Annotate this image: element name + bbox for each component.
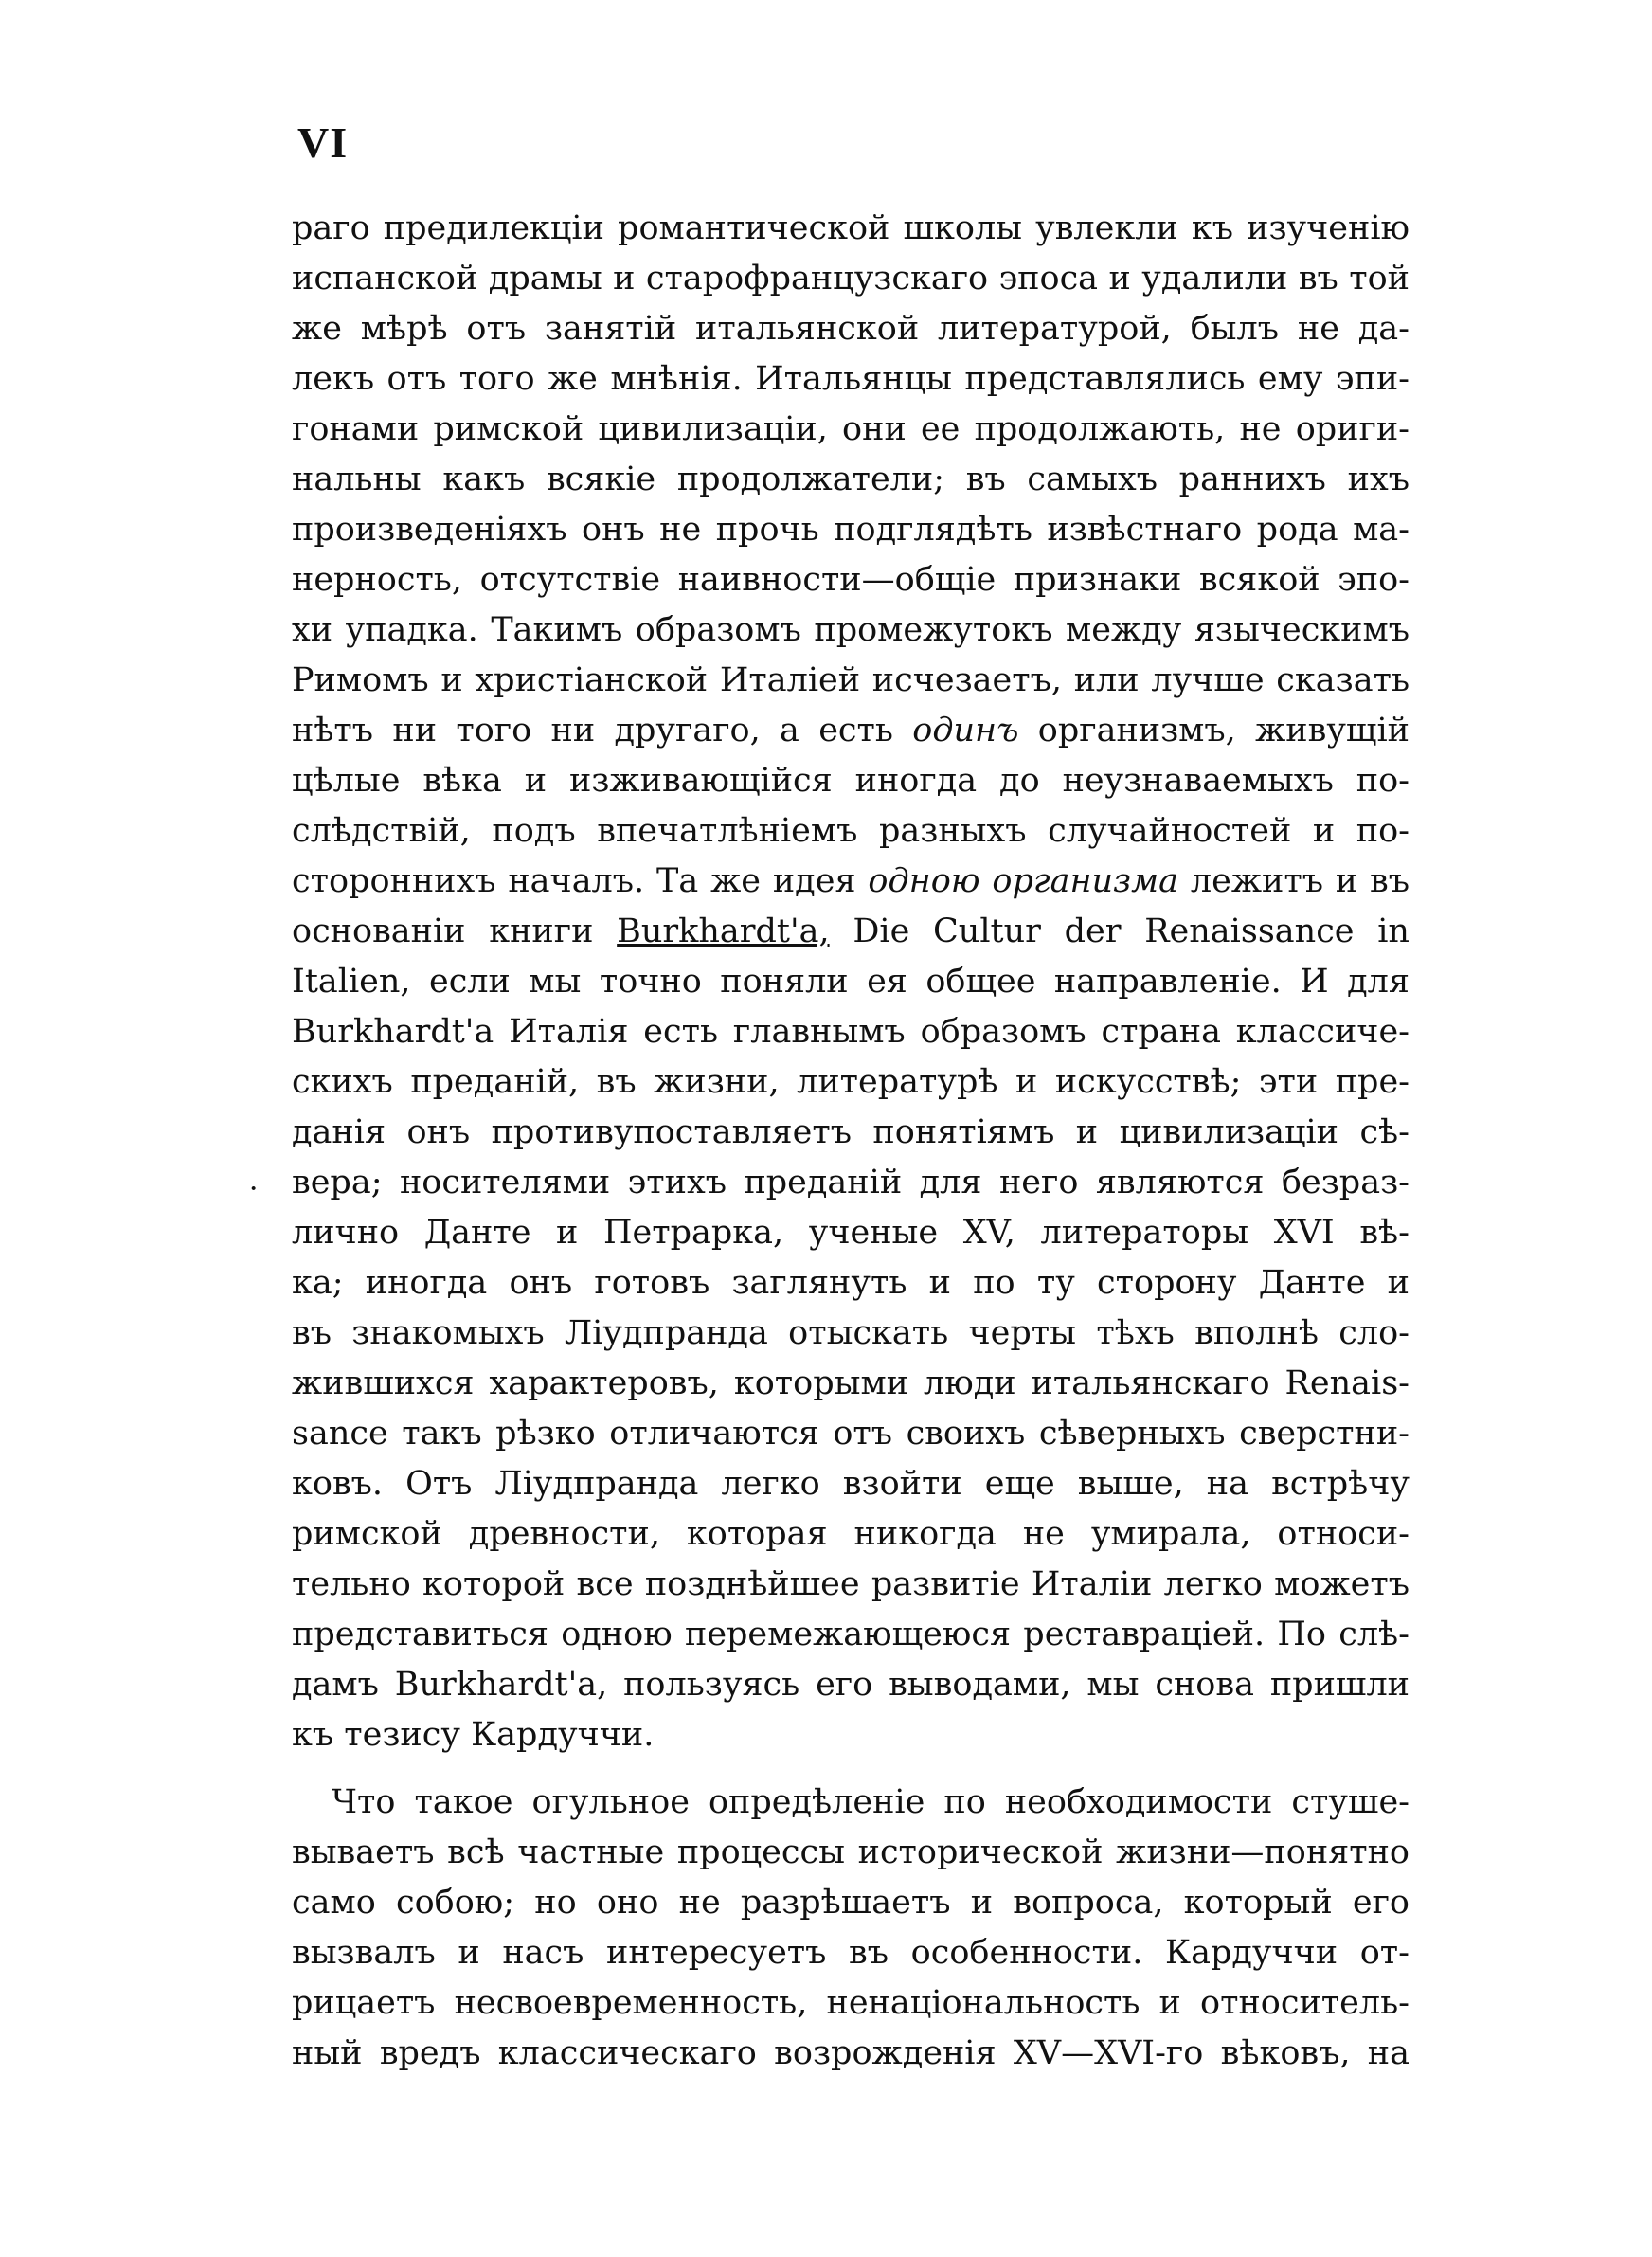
text-line: цѣлые вѣка и изживающійся иногда до неузнаваемыхъ по-: [292, 762, 1410, 800]
body-text: [292, 204, 1410, 2079]
text-line: Burkhardt'a Италія есть главнымъ образомъ страна классиче-: [292, 1013, 1410, 1051]
text-line: нерность, отсутствіе наивности—общіе признаки всякой эпо-: [292, 561, 1410, 599]
paragraph-2: [292, 1778, 1410, 2079]
text-line: ковъ. Отъ Ліудпранда легко взойти еще выше, на встрѣчу: [292, 1465, 1410, 1503]
page-number: VI: [297, 118, 349, 167]
text-line: Что такое огульное опредѣленіе по необходимости стуше-: [332, 1783, 1410, 1821]
text-line: ка; иногда онъ готовъ заглянуть и по ту сторону Данте и: [292, 1264, 1410, 1302]
text-segment: лежитъ и въ: [1178, 862, 1410, 900]
text-line: рицаетъ несвоевременность, ненаціональность и относитель-: [292, 1984, 1410, 2022]
text-line: вера; носителями этихъ преданій для него являются безраз-: [292, 1164, 1410, 1201]
text-segment: основаніи книги: [292, 912, 618, 950]
text-line: скихъ преданій, въ жизни, литературѣ и искусствѣ; эти пре-: [292, 1063, 1410, 1101]
text-line: [292, 706, 1410, 756]
text-line: Italien, если мы точно поняли ея общее направленіе. И для: [292, 963, 1410, 1001]
text-segment: Die Cultur der Renaissance in: [829, 912, 1410, 950]
margin-mark: ·: [248, 1171, 260, 1206]
text-line: же мѣрѣ отъ занятій итальянской литературой, былъ не да-: [292, 310, 1410, 348]
underlined-name: Burkhardt'a,: [617, 912, 830, 950]
text-segment: организмъ, живущій: [1018, 712, 1410, 749]
text-line: тельно которой все позднѣйшее развитіе Италіи легко можетъ: [292, 1565, 1410, 1603]
text-line: данія онъ противупоставляетъ понятіямъ и цивилизаціи сѣ-: [292, 1113, 1410, 1151]
text-line: само собою; но оно не разрѣшаетъ и вопроса, который его: [292, 1884, 1410, 1922]
italic-emphasis: одинъ: [912, 712, 1019, 749]
text-line: гонами римской цивилизаціи, они ее продолжають, не ориги-: [292, 410, 1410, 448]
text-line: вызвалъ и насъ интересуетъ въ особенности. Кардуччи от-: [292, 1934, 1410, 1972]
text-line: нальны какъ всякіе продолжатели; въ самыхъ раннихъ ихъ: [292, 460, 1410, 498]
text-line: произведеніяхъ онъ не прочь подглядѣть извѣстнаго рода ма-: [292, 511, 1410, 549]
text-segment: стороннихъ началъ. Та же идея: [292, 862, 869, 900]
paragraph-1: [292, 204, 1410, 1760]
text-line: испанской драмы и старофранцузскаго эпоса и удалили въ той: [292, 260, 1410, 298]
text-line: въ знакомыхъ Ліудпранда отыскать черты тѣхъ вполнѣ сло-: [292, 1314, 1410, 1352]
text-line: римской древности, которая никогда не умирала, относи-: [292, 1515, 1410, 1553]
text-line: къ тезису Кардуччи.: [292, 1716, 655, 1754]
text-line: лекъ отъ того же мнѣнія. Итальянцы представлялись ему эпи-: [292, 360, 1410, 398]
text-line: представиться одною перемежающеюся реставраціей. По слѣ-: [292, 1616, 1410, 1653]
text-line: [292, 907, 1410, 957]
text-line: раго предилекціи романтической школы увлекли къ изученію: [292, 209, 1410, 247]
italic-emphasis: одною организма: [868, 862, 1179, 900]
text-line: sance такъ рѣзко отличаются отъ своихъ сѣверныхъ сверстни-: [292, 1415, 1410, 1453]
text-line: лично Данте и Петрарка, ученые XV, литераторы XVI вѣ-: [292, 1214, 1410, 1252]
text-line: [292, 857, 1410, 907]
text-line: дамъ Burkhardt'a, пользуясь его выводами, мы снова пришли: [292, 1666, 1410, 1704]
text-line: слѣдствій, подъ впечатлѣніемъ разныхъ случайностей и по-: [292, 812, 1410, 850]
text-line: Римомъ и христіанской Италіей исчезаетъ, или лучше сказать: [292, 661, 1410, 699]
text-line: вываетъ всѣ частные процессы исторической жизни—понятно: [292, 1833, 1410, 1871]
text-line: жившихся характеровъ, которыми люди итальянскаго Renais-: [292, 1364, 1410, 1402]
text-segment: нѣтъ ни того ни другаго, а есть: [292, 712, 913, 749]
text-line: ный вредъ классическаго возрожденія XV—XVI-го вѣковъ, на: [292, 2034, 1410, 2072]
text-line: хи упадка. Такимъ образомъ промежутокъ между языческимъ: [292, 611, 1410, 649]
